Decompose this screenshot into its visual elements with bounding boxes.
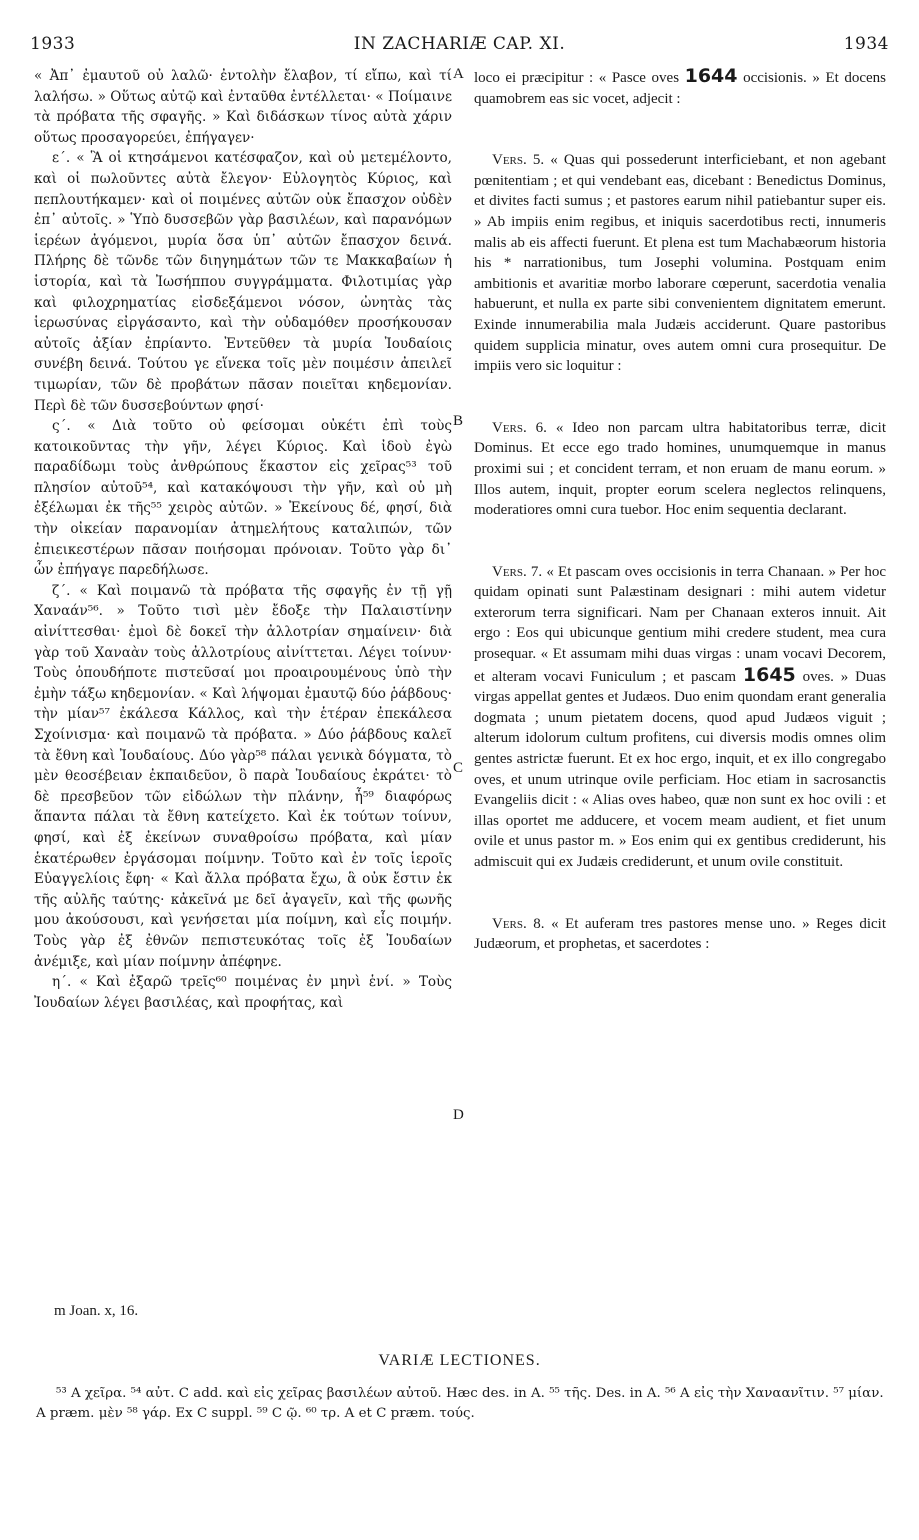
latin-paragraph <box>474 150 886 377</box>
latin-text: « Ideo non parcam ultra habitatoribus terræ, dicit Dominus. Et ecce ego trado homines, unumquemque in manus proximi sui ; et concident terram, et non eruam de manu eorum. » Illos autem, inquit, propter eorum scelera neglectos relinquens, moderatiores omni cura tuebor. Hoc enim sequentia declarant. <box>474 419 886 519</box>
margin-letter-d: D <box>453 1107 464 1123</box>
variae-lectiones-title: VARIÆ LECTIONES. <box>378 1352 541 1369</box>
greek-paragraph: ζ΄. « Καὶ ποιμανῶ τὰ πρόβατα τῆς σφαγῆς ἐν τῇ γῇ Χαναάν⁵⁶. » Τοῦτο τισὶ μὲν ἔδοξε τὴν Παλαιστίνην αἰνίττεσθαι· ἐμοὶ δὲ δοκεῖ τὴν ἀλλοτρίαν σημαίνειν· διὰ γὰρ τοῦ Χαναὰν τοὺς ἀλλοτρίους αἰνίττεται. Λέγει τοίνυν· Τοὺς ὁπουδήποτε πιστεῦσαί μοι προαιρουμένους ὑπὸ τὴν ἐμὴν τάξω κηδεμονίαν. « Καὶ λήψομαι ἐμαυτῷ δύο ῥάβδους· τὴν μίαν⁵⁷ ἐκάλεσα Κάλλος, καὶ τὴν ἑτέραν ἐπεκάλεσα Σχοίνισμα· καὶ ποιμανῶ τὰ πρόβατα. » Δύο ῥάβδους καλεῖ τὰ ἔθνη καὶ Ἰουδαίους. Δύο γὰρ⁵⁸ πάλαι γενικὰ δόγματα, τὸ μὲν θεοσέβειαν ἐκπαιδεῦον, ὃ παρὰ Ἰουδαίους ἐκράτει· τὸ δὲ πρεσβεῦον τῶν εἰδώλων τὴν πλάνην, ἧ⁵⁹ διαφόρως ἅπαντα πάλαι τὰ ἔθνη κατείχετο. Καὶ ἐκ τούτων τοίνυν, φησί, καὶ ἐξ ἐκείνων συναθροίσω πρόβατα, καὶ μίαν ἑκατέρωθεν ἐργάσομαι ποίμνην. Τοῦτο καὶ ἐν τοῖς ἱεροῖς Εὐαγγελίοις ἔφη· « Καὶ ἄλλα πρόβατα ἔχω, ἃ οὐκ ἔστιν ἐκ τῆς αὐλῆς ταύτης· κἀκεῖνά με δεῖ ἀγαγεῖν, καὶ τῆς φωνῆς μου ἀκούσουσι, καὶ γενήσεται μία ποίμνη, καὶ εἷς ποιμήν. Τοὺς γὰρ ἐξ ἐθνῶν πεπιστευκότας τοῖς ἐξ Ἰουδαίων ἀνέμιξε, καὶ μίαν ποίμνην ἀπέφηνε. <box>34 582 452 970</box>
margin-letter-c: C <box>453 760 464 776</box>
margin-letter-a: A <box>453 66 464 82</box>
greek-paragraph: ε΄. « Ἃ οἱ κτησάμενοι κατέσφαζον, καὶ οὐ μετεμέλοντο, καὶ οἱ πωλοῦντες αὐτὰ ἔλεγον· Εὐλογητὸς Κύριος, καὶ πεπλουτήκαμεν· καὶ οἱ ποιμένες αὐτῶν οὐκ ἔπασχον οὐδὲν ἐπ᾽ αὐτοῖς. » Ὑπὸ δυσσεβῶν γὰρ βασιλέων, καὶ παρανόμων ἱερέων ἀγόμενοι, μυρία ὅσα ὑπ᾽ αὐτῶν ἔπασχον δεινά. Πλήρης δὲ τῶνδε τῶν διηγημάτων τῶν τε Μακκαβαίων ἡ ἱστορία, καὶ τὰ Ἰωσήππου συγγράμματα. Φιλοτιμίας γὰρ καὶ φιλοχρηματίας εἰσδεξάμενοι νόσον, ὠνητὰς τὰς ἱερωσύνας εἰργάσαντο, καὶ τὴν οὐδαμόθεν προσήκουσαν αὐτοῖς ἀξίαν ἐπρίαντο. Ἐντεῦθεν τὰ μυρία Ἰουδαίοις συνέβη δεινά. Τούτου γε εἵνεκα τοῖς μὲν ποιμέσιν ἀπειλεῖ τιμωρίαν, τῶν δὲ προβάτων πᾶσαν ποιεῖται κηδεμονίαν. Περὶ δὲ τῶν δυσσεβούντων φησί· <box>34 150 452 414</box>
page-title: IN ZACHARIÆ CAP. XI. <box>353 34 566 54</box>
verse-label: Vers. 6. <box>492 419 547 436</box>
right-page-number: 1934 <box>843 34 889 54</box>
latin-text: « Quas qui possederunt interficiebant, et non agebant pœnitentiam ; et qui vendebant eas, dicebant : Benedictus Dominus, et divites facti sumus ; et pastores earum nihil patiebantur super eis. » Ab impiis enim regibus, et iniquis sacerdotibus recti, innumeris malis ab eis affecti fuerunt. Et plena est tum Machabæorum historia his * narrationibus, tum Josephi volumina. Postquam enim ambitionis et avaritiæ morbo laborare cœperunt, sacerdotia venalia habuerunt, et nulla ex parte sibi convenientem dignitatem emerunt. Exinde innumerabilia mala Judæis acciderunt. Quare pastoribus quidem supplicia minatur, oves autem omni cura prosequitur. De impiis vero sic loquitur : <box>474 152 886 375</box>
column-number: 1644 <box>684 65 738 87</box>
greek-paragraph: ς΄. « Διὰ τοῦτο οὐ φείσομαι οὐκέτι ἐπὶ τοὺς κατοικοῦντας τὴν γῆν, λέγει Κύριος. Καὶ ἰδοὺ ἐγὼ παραδίδωμι τοὺς ἀνθρώπους ἕκαστον εἰς χεῖρας⁵³ τοῦ πλησίον αὐτοῦ⁵⁴, καὶ κατακόψουσι τὴν γῆν, καὶ οὐ μὴ ἐξέλωμαι ἐκ τῆς⁵⁵ χειρὸς αὐτῶν. » Ἐκείνους δέ, φησί, διὰ τὴν οἰκείαν παρανομίαν ἀτημελήτους καταλιπών, τῶν ἐπιεικεστέρων πᾶσαν ποιήσομαι πρόνοιαν. Τοῦτο γὰρ δι᾽ ὧν ἐπήγαγε παρεδήλωσε. <box>34 418 452 579</box>
greek-paragraph: η΄. « Καὶ ἐξαρῶ τρεῖς⁶⁰ ποιμένας ἐν μηνὶ ἑνί. » Τοὺς Ἰουδαίων λέγει βασιλέας, καὶ προφήτας, καὶ <box>34 974 452 1011</box>
footnote: m Joan. x, 16. <box>54 1303 139 1319</box>
greek-column <box>34 66 452 1013</box>
latin-column <box>474 66 886 955</box>
running-header <box>30 34 889 60</box>
left-page-number: 1933 <box>30 34 76 54</box>
column-number: 1645 <box>742 663 796 686</box>
latin-text: oves. » Duas virgas appellat gentes et Judæos. Duo enim quondam erant generalia dogmata ; unum pietatem docens, quod apud Judæos viguit ; alterum idolorum cultum profitens, cui diversis modis omnes olim gentes astrictæ fuerunt. Et ex hoc ergo, inquit, et ex illo congregabo oves, et unum utrinque ovile perficiam. Hoc etiam in sacrosanctis Evangeliis dicit : « Alias oves habeo, quæ non sunt ex hoc ovili : et illas oportet me adducere, et vocem meam audient, et fiet unum ovile et unus pastor m. » Eos enim qui ex gentibus crediderunt, his admiscuit qui ex Judæis crediderunt, et unum ovile constituit. <box>474 668 886 870</box>
verse-label: Vers. 8. <box>492 915 545 932</box>
margin-letter-b: B <box>453 413 464 429</box>
latin-text: « Et auferam tres pastores mense uno. » Reges dicit Judæorum, et prophetas, et sacerdotes : <box>474 915 886 953</box>
latin-text: loco ei præcipitur : « Pasce oves <box>474 70 685 86</box>
variae-lectiones-text: ⁵³ Α χεῖρα. ⁵⁴ αὐτ. C add. καὶ εἰς χεῖρας βασιλέων αὐτοῦ. Hæc des. in A. ⁵⁵ τῆς. Des. in A. ⁵⁶ A εἰς τὴν Χαναανῖτιν. ⁵⁷ μίαν. A præm. μὲν ⁵⁸ γάρ. Ex C suppl. ⁵⁹ C ῷ. ⁶⁰ τρ. A et C præm. τούς. <box>36 1386 884 1421</box>
latin-paragraph <box>474 562 886 873</box>
latin-paragraph <box>474 914 886 955</box>
latin-text: « Et pascam oves occisionis in terra Chanaan. » Per hoc quidam opinati sunt Palæstinam designari : mihi autem videtur exterorum terra significari. Nam per Chanaan exteros innuit. Ait ergo : Eos qui ubicunque gentium mihi credere student, mea cura prosequar. « Et assumam mihi duas virgas : unam vocavi Decorem, et alteram vocavi Funiculum ; et pascam <box>474 563 886 685</box>
latin-text: occisionis. » Et docens quamobrem eas sic vocet, adjecit : <box>474 70 886 107</box>
verse-label: Vers. 5. <box>492 152 545 169</box>
latin-paragraph <box>474 66 886 109</box>
verse-label: Vers. 7. <box>492 563 543 580</box>
latin-paragraph <box>474 418 886 521</box>
greek-paragraph: « Ἀπ᾽ ἐμαυτοῦ οὐ λαλῶ· ἐντολὴν ἔλαβον, τί εἴπω, καὶ τί λαλήσω. » Οὕτως αὐτῷ καὶ ἐνταῦθα ἐντέλλεται· « Ποίμαινε τὰ πρόβατα τῆς σφαγῆς. » Καὶ διδάσκων τίνος αὐτὰ χάριν οὕτως προσαγορεύει, ἐπήγαγεν· <box>34 68 452 146</box>
